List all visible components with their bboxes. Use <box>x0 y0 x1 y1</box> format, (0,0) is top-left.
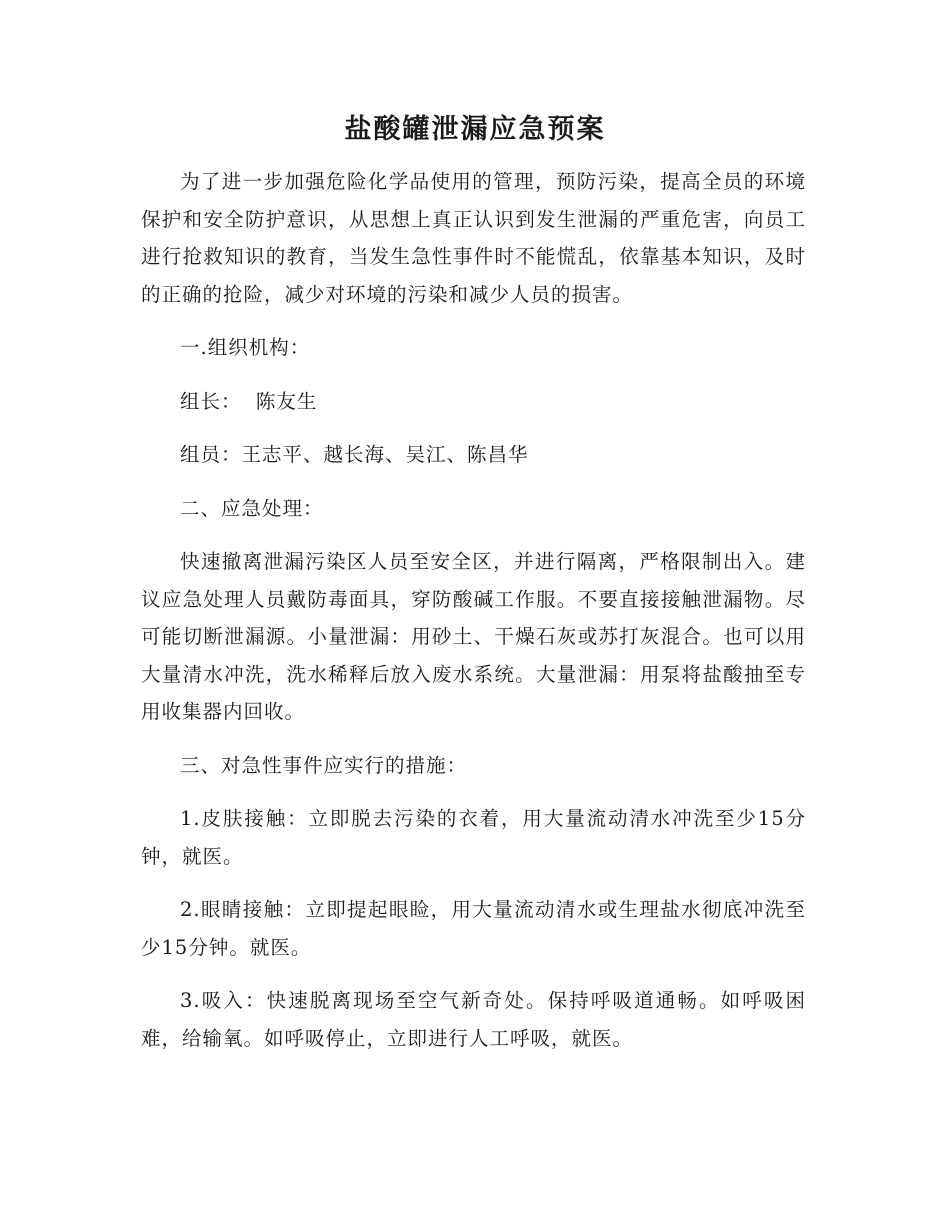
intro-paragraph: 为了进一步加强危险化学品使用的管理，预防污染，提高全员的环境保护和安全防护意识，从思想上真正认识到发生泄漏的严重危害，向员工进行抢救知识的教育，当发生急性事件时不能慌乱，依靠基本知识，及时的正确的抢险，减少对环境的污染和减少人员的损害。 <box>141 170 806 306</box>
section-heading-organization: 一.组织机构： <box>180 336 311 359</box>
measure-inhalation: 3.吸入：快速脱离现场至空气新奇处。保持呼吸道通畅。如呼吸困难，给输氧。如呼吸停止，立即进行人工呼吸，就医。 <box>141 989 806 1050</box>
section-heading-emergency-handling: 二、应急处理： <box>180 496 324 520</box>
document-title: 盐酸罐泄漏应急预案 <box>344 114 606 145</box>
document-body <box>141 163 806 1057</box>
team-leader-line: 组长： 陈友生 <box>180 389 318 413</box>
team-members-line: 组员：王志平、越长海、吴江、陈昌华 <box>180 443 529 466</box>
section-heading-measures: 三、对急性事件应实行的措施： <box>180 753 468 777</box>
measure-eye-contact: 2.眼睛接触：立即提起眼睑，用大量流动清水或生理盐水彻底冲洗至少15分钟。就医。 <box>141 898 806 959</box>
measure-skin-contact: 1.皮肤接触：立即脱去污染的衣着，用大量流动清水冲洗至少15分钟，就医。 <box>141 807 806 868</box>
emergency-handling-paragraph: 快速撤离泄漏污染区人员至安全区，并进行隔离，严格限制出入。建议应急处理人员戴防毒面具，穿防酸碱工作服。不要直接接触泄漏物。尽可能切断泄漏源。小量泄漏：用砂土、干燥石灰或苏打灰混合。也可以用大量清水冲洗，洗水稀释后放入废水系统。大量泄漏：用泵将盐酸抽至专用收集器内回收。 <box>141 550 806 723</box>
